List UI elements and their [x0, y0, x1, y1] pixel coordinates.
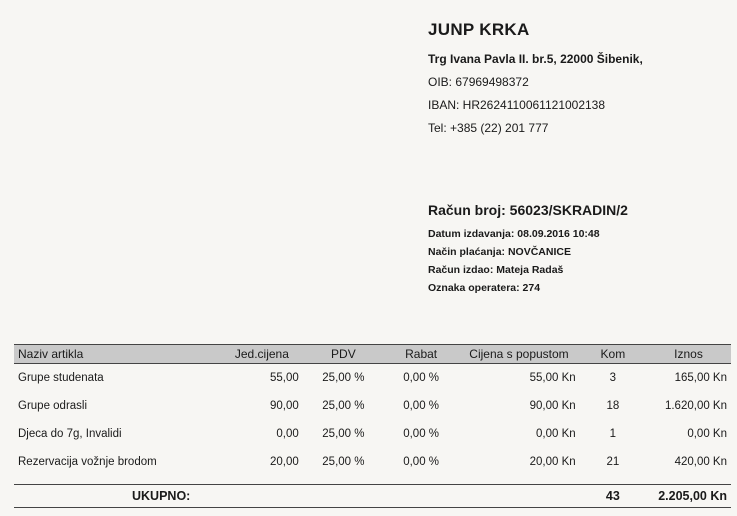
table-row — [14, 392, 731, 420]
invoice-number: Račun broj: 56023/SKRADIN/2 — [428, 202, 628, 218]
row-discounted: 0,00 Kn — [536, 428, 576, 440]
header-kom: Kom — [580, 345, 646, 364]
table-row — [14, 448, 731, 476]
row-unit-price: 55,00 — [270, 372, 299, 384]
row-name: Djeca do 7g, Invalidi — [18, 428, 122, 440]
header-naziv: Naziv artikla — [14, 345, 221, 364]
header-rabat: Rabat — [384, 345, 458, 364]
invoice-operator: Oznaka operatera: 274 — [428, 282, 541, 294]
row-qty: 21 — [606, 456, 620, 468]
row-discounted: 90,00 Kn — [529, 400, 576, 412]
row-amount: 420,00 Kn — [674, 456, 727, 468]
table-row — [14, 420, 731, 448]
row-rabat: 0,00 % — [403, 428, 440, 440]
row-unit-price: 90,00 — [270, 400, 299, 412]
row-name: Rezervacija vožnje brodom — [18, 456, 157, 468]
row-rabat: 0,00 % — [403, 456, 440, 468]
row-qty: 18 — [606, 400, 620, 412]
row-unit-price: 20,00 — [270, 456, 299, 468]
row-name: Grupe studenata — [18, 372, 104, 384]
company-tel: Tel: +385 (22) 201 777 — [428, 121, 549, 135]
row-pdv: 25,00 % — [322, 400, 365, 412]
header-jed-cijena: Jed.cijena — [221, 345, 303, 364]
row-rabat: 0,00 % — [403, 372, 440, 384]
row-pdv: 25,00 % — [322, 428, 365, 440]
table-spacer — [14, 476, 731, 485]
row-unit-price: 0,00 — [276, 428, 299, 440]
items-table — [14, 344, 731, 508]
header-pdv: PDV — [303, 345, 384, 364]
row-discounted: 20,00 Kn — [529, 456, 576, 468]
row-pdv: 25,00 % — [322, 372, 365, 384]
row-pdv: 25,00 % — [322, 456, 365, 468]
header-cijena-s-popustom: Cijena s popustom — [458, 345, 579, 364]
row-rabat: 0,00 % — [403, 400, 440, 412]
row-qty: 3 — [609, 372, 617, 384]
row-qty: 1 — [609, 428, 617, 440]
row-amount: 0,00 Kn — [687, 428, 727, 440]
row-name: Grupe odrasli — [18, 400, 88, 412]
company-block — [428, 20, 643, 144]
row-amount: 165,00 Kn — [674, 372, 727, 384]
total-label: UKUPNO: — [14, 485, 580, 508]
header-iznos: Iznos — [646, 345, 731, 364]
invoice-payment: Način plaćanja: NOVČANICE — [428, 246, 571, 258]
row-discounted: 55,00 Kn — [529, 372, 576, 384]
total-amount: 2.205,00 Kn — [646, 485, 731, 508]
invoice-block — [428, 202, 628, 300]
total-row — [14, 485, 731, 508]
invoice-issuer: Račun izdao: Mateja Radaš — [428, 264, 564, 276]
row-amount: 1.620,00 Kn — [664, 400, 727, 412]
total-qty: 43 — [580, 485, 646, 508]
company-oib: OIB: 67969498372 — [428, 75, 529, 89]
invoice-date: Datum izdavanja: 08.09.2016 10:48 — [428, 228, 600, 240]
table-header-row — [14, 345, 731, 364]
company-name: JUNP KRKA — [428, 20, 530, 39]
company-address: Trg Ivana Pavla II. br.5, 22000 Šibenik, — [428, 52, 643, 66]
table-row — [14, 364, 731, 393]
company-iban: IBAN: HR2624110061121002138 — [428, 98, 606, 112]
